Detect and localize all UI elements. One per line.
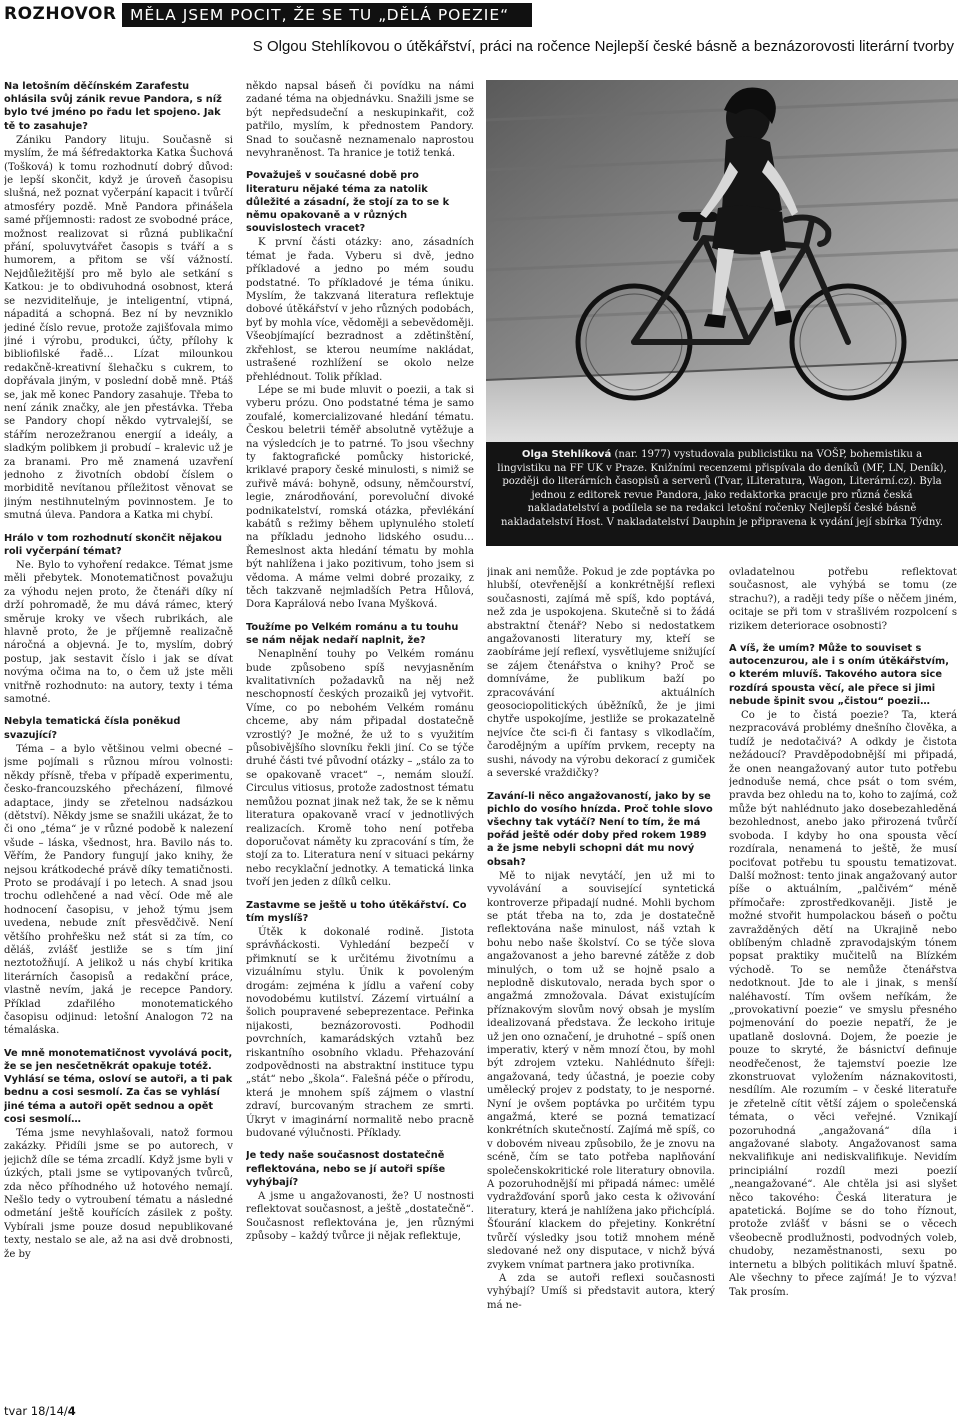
- answer-paragraph: Lépe se mi bude mluvit o poezii, a tak si vyberu prózu. Ono podstatné téma je samo zoufalé, komercializované hledání tématu. Českou beletrii téměř absolutně vytěžuje a na výsledcích je to patrné. To jsou všechny ty faktografické pomůcky historické, kriklavé prapory české minulosti, s nimiž se zuřivě mává: bohyně, odsuny, němčourství, legie, znárodňování, porevoluční divoké podnikatelství, romská otázka, převlékání kabátů s režimy během uplynulého století na příkladu jednoho lidského osudu… Řemeslnost akta hledání tématu by mohla být nahlížena i jako pozitivum, toho jsem si vědoma. A máme velmi dobré prozaiky, z těch takzvaně nejmladších Petra Hůlová, Dora Kaprálová nebo Ivana Myšková.: [246, 384, 474, 611]
- magazine-name: tvar: [4, 1404, 31, 1418]
- article-title: MĚLA JSEM POCIT, ŽE SE TU „DĚLÁ POEZIE“: [122, 3, 532, 27]
- text-column-3: [487, 566, 715, 1390]
- woman-on-bicycle-image: [486, 80, 958, 442]
- answer-paragraph: Téma – a bylo většinou velmi obecné – jsme pojímali s různou mírou volnosti: někdy přísně, třeba v případě experimentu, česko-francouzského přecházení, filmové adaptace, jindy se zřetelnou nadsázkou (dětství). Někdy jsme se snažili ukázat, že to či ono „téma“ je v různé podobě k nalezení všude – láska, všednost, hra. Bavilo nás to. Věřím, že Pandory fungují jako knihy, že nejsou krátkodeché právě díky tematičnosti. Proto se prodávají i po letech. A snad jsou trochu odlehčené a nad věcí. Ode mě ale hodnocení časopisu, v jehož týmu jsem uvedena, nebude znít přesvědčivě. Není většího prohřešku než stát si za tím, co děláš, zvlášť jestliže se s tím jiní neztotožňují. A jelikož u nás chybí kritika literárních časopisů a redakční práce, vlastně nevím, jaká je recepce Pandory. Příklad zdařilého monotematického časopisu odjinud: letošní Analogon 72 na témaláska.: [4, 743, 233, 1037]
- issue-number: 18/14/: [30, 1404, 68, 1418]
- question: Ve mně monotematičnost vyvolává pocit, že se jen nesčetněkrát opakuje totéž. Vyhlásí se téma, osloví se autoři, a ti pak bednu a cosi sesmolí. Za čas se vyhlásí jiné téma a autoři opět sednou a opět cosi sesmolí…: [4, 1047, 233, 1125]
- answer-paragraph: Téma jsme nevyhlašovali, natož formou zakázky. Přidíli jsme se po autorech, v jejichž díle se téma zrcadlí. Když jsme byli v úzkých, ptali jsme se vytipovaných tvůrců, zda něco příhodného už hotového nemají. Nešlo tedy o vytroubení tématu a následné odmetání ještě kouřících zásilek z pošty. Vybírali jsme pouze dosud nepublikované texty, nestalo se ale, až na asi dvě drobnosti, že by: [4, 1128, 233, 1260]
- answer-paragraph: jinak ani nemůže. Pokud je zde poptávka po hlubší, otevřenější a konkrétnější reflexi současnosti, zajímá mě spíš, kdo poptává, než zda je uspokojena. Skutečně si to žádá abstraktní čtenář? Nebo si nedostatkem angažovanosti literatury my, kteří se zaobíráme její reflexí, vysvětlujeme snižující se zájem čtenářstva o knihy? Proč se domníváme, že publikum baží po zpracovávání aktuálních geosociopolitických úběžníků, že je jimi chytře uspokojíme, jestliže se prokazatelně nejvíce čte sci-fi či fantasy s vlkodlačím, čarodějným a upířím prvkem, recepty na sushi, návody na výrobu dekorací z gumiček a severské vraždičky?: [487, 567, 715, 780]
- question: Nebyla tematická čísla poněkud svazující?: [4, 716, 181, 741]
- page-header: [0, 0, 960, 62]
- author-bio-text: (nar. 1977) vystudovala publicistiku na VOŠP, bohemistiku a lingvistiku na FF UK v Praze. Knižními recenzemi přispívala do deníků (MF, LN, Deník), později do literárních časopisů a serverů (Tvar, iLiteratura, Wagon, Literární.cz). Byla jednou z editorek revue Pandora, jako redaktorka pracuje pro různá česká nakladatelství a podílela se na redakci letošní ročenky Nejlepší české básně nakladatelství Host. V nakladatelství Dauphin je připravena k vydání její sbírka Týdny.: [497, 449, 947, 528]
- question: Na letošním děčínském Zarafestu ohlásila svůj zánik revue Pandora, s níž bylo tvé jméno po řadu let spojeno. Jak tě to zasahuje?: [4, 81, 222, 132]
- question: Hrálo v tom rozhodnutí skončit nějakou roli vyčerpání témat?: [4, 532, 222, 557]
- answer-paragraph: A jsme u angažovanosti, že? U nostnosti reflektovat současnost, a ještě „dostatečně“. Současnost reflektována je, jen různými způsoby – každý tvůrce ji nějak reflektuje,: [246, 1191, 474, 1243]
- text-column-4: [729, 566, 957, 1390]
- author-bio-caption: [486, 442, 958, 546]
- portrait-photo: [486, 80, 958, 442]
- answer-paragraph: K první části otázky: ano, zásadních témat je řada. Vyberu si dvě, jedno příkladové a jedno po mém soudu podstatné. To příkladové je téma úniku. Myslím, že takzvaná literatura reflektuje dobové útěkářství v jeho různých podobách, byť by mohla více, vědoměji a sebevědoměji. Všeobjímající bezradnost a zdětinštění, zkřehlost, se kterou neumíme nakládat, ustrašené rozhlížení se okolo nelze přehlédnout. Tolik příklad.: [246, 237, 474, 383]
- answer-paragraph: Zániku Pandory lituju. Současně si myslím, že má šéfredaktorka Katka Šuchová (Tošková) k tomu rozhodnutí dobrý důvod: je lepší skončit, když je úroveň časopisu slušná, než poznat vyčerpání kapacit i tvůrčí atmosféry pozdě. Mně Pandora přinášela samé příjemnosti: radost ze svobodné práce, možnost realizovat si různá publikační přání, spoluvytvářet časopis s tváří a s humorem, a přitom se vší vážností. Nejdůležitější pro mě bylo ale setkání s Katkou: je to obdivuhodná osobnost, která se nezviditelňuje, je inteligentní, vtipná, nápaditá a schopná. Bez ní by nevzniklo jediné číslo revue, protože zajišťovala mimo jiné i výrobu, produkci, účty, přílohy k bibliofilské řadě… Lízat milounkou redakčně-kreativní šlehačku s cukrem, to dopřávala jiným, v poslední době mně. Ptáš se, jak mě konec Pandory zasahuje. Třeba to není zánik značky, ale jen přestávka. Třeba se Pandory chopí někdo vytrvalejší, se stářím nerozežranou energií a ideály, a sladkým polibkem ji probudí – kralevic už je za branami. Pro mě znamená uzavření jednoho z životních období číslem o morbiditě nevítanou příležitost věnovat se jiným nestihnutelným povinnostem. Je to smutná úleva. Pandora a Katka mi chybí.: [4, 134, 233, 522]
- text-column-2: [246, 80, 474, 1390]
- answer-paragraph: ovladatelnou potřebu reflektovat současnost, ale vyhýbá se tomu (ze strachu?), a raději tedy píše o něčem jiném, ocitaje se při tom v strašlivém rozpolcení s rizikem deteriorace osobnosti?: [729, 567, 957, 632]
- author-name: Olga Stehlíková: [521, 449, 612, 460]
- answer-paragraph: Nenaplnění touhy po Velkém románu bude způsobeno spíš nevyjasněním kvalitativních požadavků na něj než neschopností českých prozaiků jej vytvořit. Víme, co po nebohém Velkém románu chceme, aby nám připadal dostatečně vzrostlý? Je možné, že už to s využitím působivějšího slovníku řekli jiní. Co se týče druhé části tvé původní otázky – „stálo za to se opakovaně vracet“ –, nemám slouží. Circulus vitiosus, protože zadostnost tématu nemůžou poznat jinak než tak, že se k němu literatura opakovaně vrací v jednotlivých realizacích. Kromě toho není potřeba doporučovat náměty ku zpracování s tím, že stojí za to. Literatura není v situaci pekárny nebo recyklační jednotky. A tematická linka tvoří jen jeden z dílků celku.: [246, 649, 474, 889]
- article-subtitle: S Olgou Stehlíkovou o útěkářství, práci na ročence Nejlepší české básně a beznázorovosti literární tvorby: [252, 38, 954, 55]
- question: Zavání-li něco angažovaností, jako by se pichlo do vosího hnízda. Proč tohle slovo všechny tak vytáčí? Není to tím, že má pořád ještě odér doby před rokem 1989 a že jsme nebyli schopni dát mu nový obsah?: [487, 790, 713, 868]
- page-footer: [4, 1404, 76, 1418]
- question: Toužíme po Velkém románu a tu touhu se nám nějak nedaří naplnit, že?: [246, 621, 459, 647]
- question: Zastavme se ještě u toho útěkářství. Co tím myslíš?: [246, 899, 467, 924]
- answer-paragraph: někdo napsal báseň či povídku na námi zadané téma na objednávku. Snažili jsme se být nepředsudeční a neskupinkařit, což patřilo, myslím, k přednostem Pandory. Snad to současně neznamenalo naprostou nevyhraněnost. Ta hranice je totiž tenká.: [246, 81, 474, 160]
- question: Považuješ v současné době pro literaturu nějaké téma za natolik důležité a zásadní, že stojí za to se k němu opakovaně a v různých souvislostech vracet?: [246, 170, 450, 235]
- answer-paragraph: Ne. Bylo to vyhoření redakce. Témat jsme měli přebytek. Monotematičnost považuju za výhodu nejen proto, že čtenáři díky ní drží pohromadě, že mu dává rámec, který směruje kroky ve všech rubrikách, ale hlavně proto, že je příjemně realizačně náročná a objevná. Je to, myslím, dobrý postup, jak sestavit číslo i jak se dívat novýma očima na to, o čem už jste měli vnitřně rozhodnuto: na autory, texty i téma samotné.: [4, 560, 233, 706]
- answer-paragraph: A zda se autoři reflexi současnosti vyhýbají? Umíš si představit autora, který má ne-: [487, 1272, 715, 1311]
- question: Je tedy naše současnost dostatečně reflektována, nebo se jí autoři spíše vyhýbají?: [246, 1150, 446, 1188]
- answer-paragraph: Útěk k dokonalé rodině. Jistota správňáckosti. Vyhledání bezpečí v přimknutí se k určitému životnímu a vizuálnímu stylu. Únik k povoleným drogám: zejména k jídlu a vaření coby novodobému kutilství. Zázemí virtuální a šolich poupravené sebeprezentace. Peřinka nijakosti, beznázorovosti. Podhodil povrchních, kamarádských vztahů bez riskantního osobního vkladu. Přehazování zodpovědnosti na abstraktní instituce typu „stát“ nebo „škola“. Falešná péče o přírodu, která je mnohem spíš zájmem o vlastní zdraví, burcovaným strachem ze smrti. Úkryt v imaginární normalitě nebo pracně budované výlučnosti. Příklady.: [246, 926, 474, 1140]
- answer-paragraph: Mě to nijak nevytáčí, jen už mi to vyvolávání a související syntetická kontroverze připadají nudné. Mohli bychom se ptát třeba na to, zda je dostatečně reflektována naše minulost, náš vztah k bohu nebo naše školství. Co se týče slova angažovanost a jeho barevné zátěže z dob minulých, o tom už se hojně psalo a neplodně diskutovalo, nerada bych spor o angažmá zmnožovala. Dávat existujícím příznakovým slovům nový obsah je myslím idealizovaná představa. Že leckoho irituje už jen ono označení, je druhotné – spíš onen imperativ, který v něm mnozí čtou, by mohl být zdrojem vzteku. Nahlédnuto šířeji: angažovaná, tedy účastná, je poezie coby umělecký projev z podstaty, to je nesporné. Nyní je ovšem poptávka po určitém typu angažmá, které se pozná tematizací konkrétních skutečností. Zajímá mě spíš, co v dobovém niveau způsobilo, že je znovu na scéně, čím se tato potřeba naplňování společenskokritické role literatury obnovila. A pozoruhodnější mi připadá námec: umělé vydražďování sporů jako cesta k oživování literatury, která je nahlížena jako přichcíplá. Šťourání klackem do přejetiny. Konkrétní tvůrčí výsledky jsou totiž mnohem méně sledované než ony disputace, v nichž bývá zvykem vnímat partnera jako protivníka.: [487, 870, 715, 1271]
- section-kicker: ROZHOVOR: [4, 4, 117, 24]
- text-column-1: [4, 80, 233, 1390]
- page-number: 4: [67, 1404, 76, 1418]
- answer-paragraph: Co je to čistá poezie? Ta, která nezpracovává problémy dnešního člověka, a tudíž je nedotačivá? A odkdy je čistota nežádoucí? Pravděpodobnější mi připadá, že onen neangažovaný autor tuto potřebu jednoduše nemá, chce psát o tom svém, pravda bez ohledu na to, koho to zajímá, což může být nahlédnuto jako dosebezahleděná bezohlednost, anebo jako přirozená tvůrčí svoboda. I kdyby ho ona spousta věcí rozdírala, nenamená to ještě, že musí pociťovat potřebu tu spoustu tematizovat. Další možnost: tento jinak angažovaný autor píše o aktuálním, „palčivém“ méně přímočaře: zprostředkovaněji. Jistě je možné stvořit humpolackou báseň o počtu zavražděných dětí na Ukrajině nebo oblíbeným chladně zpravodajským tónem popsat praktiky mučitelů na Blízkém východě. To se nemůže čtenářstva nedotknout. Jde to ale i jinak, s menší naléhavostí. Tím ovšem neříkám, že „provokativní poezie“ ve smyslu přesného pojmenování do poezie nepatří, že je upatlaně doslovná. Dojem, že poezie je pouze to skryté, že básnictví definuje neodřečenost, že tajemství poezie lze zkonstruovat vyložením náznakovitosti, nesdílím. Ale rozumím – v české literatuře je zřetelně cítit větší zájem o společenská témata, o věci veřejné. Vznikají pozoruhodná „angažovaná“ díla i angažované slaboty. Angažovanost sama nekvalifikuje ani nediskvalifikuje. Nevidím principiální rozdíl mezi poezií „neangažované“. Ale chtěla jsi asi slyšet něco takového: Česká literatura je apatetická. Bojíme se do toho říznout, protože zvlášť v básni se o věcech všeobecně prodlužnosti, podvodných voleb, chudoby, nezaměstnanosti, sexu po internetu a blbých politikách mluví špatně. Ale všechny to přece zajímá! Je to výzva! Tak prosím.: [729, 710, 957, 1298]
- question: A víš, že umím? Může to souviset s autocenzurou, ale i s oním útěkářstvím, o kterém mluvíš. Takového autora sice rozdírá spousta věcí, ale přece si jimi nebude špinit svou „čistou“ poezii…: [729, 643, 949, 707]
